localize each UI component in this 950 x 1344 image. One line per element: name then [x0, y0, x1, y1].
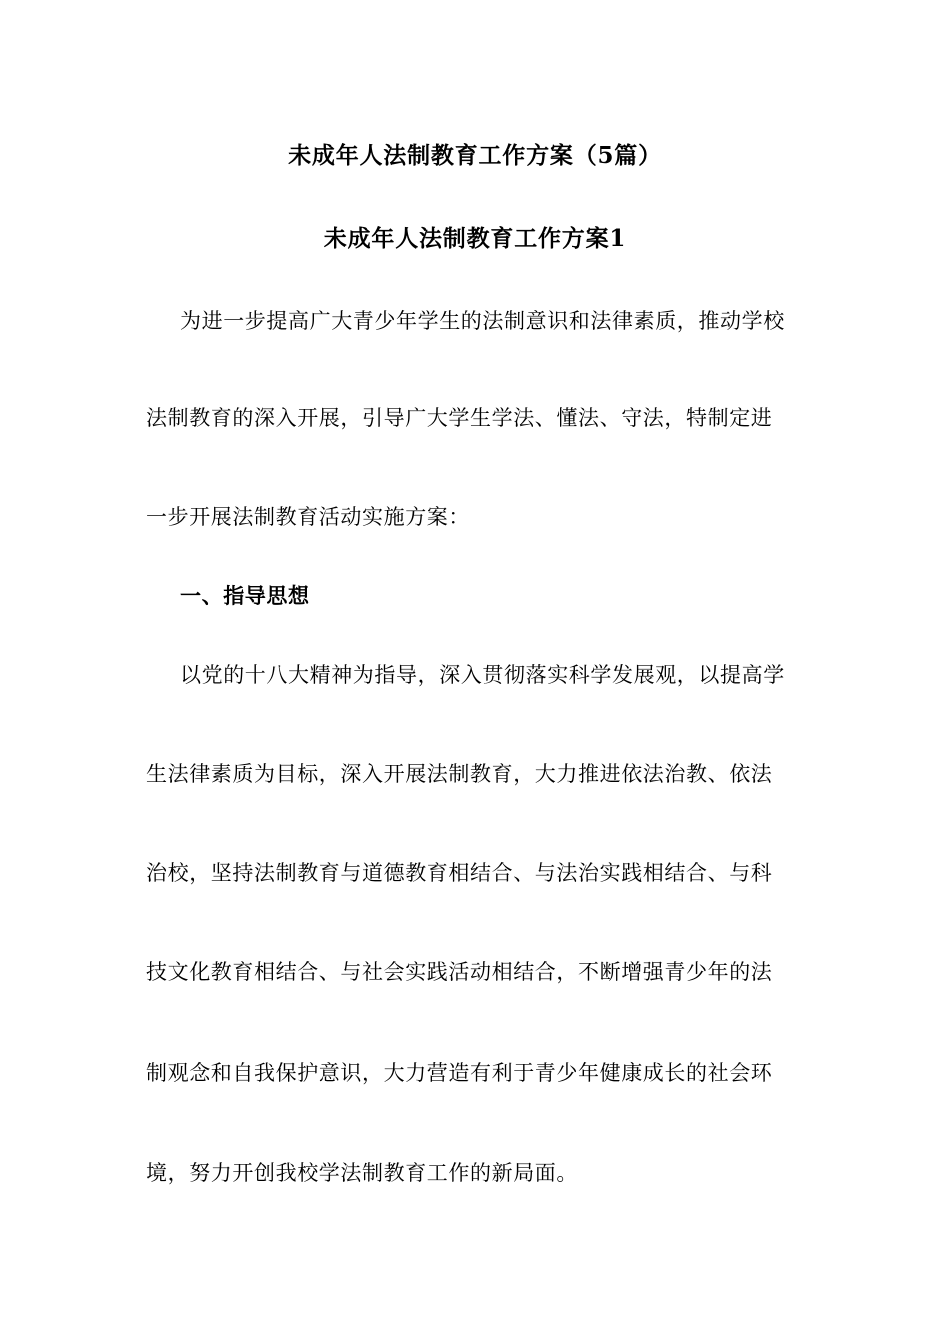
paragraph-line: 一步开展法制教育活动实施方案：: [146, 505, 470, 529]
paragraph-line: 生法律素质为目标，深入开展法制教育，大力推进依法治教、依法: [146, 762, 773, 786]
section-heading: 一、指导思想: [180, 583, 310, 608]
paragraph-line: 境，努力开创我校学法制教育工作的新局面。: [146, 1161, 578, 1185]
document-title: 未成年人法制教育工作方案（5篇）: [288, 142, 662, 169]
document-subtitle: 未成年人法制教育工作方案1: [323, 225, 627, 252]
paragraph-line: 法制教育的深入开展，引导广大学生学法、懂法、守法，特制定进: [146, 406, 773, 430]
paragraph-line: 以党的十八大精神为指导，深入贯彻落实科学发展观，以提高学: [180, 663, 785, 687]
paragraph-line: 技文化教育相结合、与社会实践活动相结合，不断增强青少年的法: [146, 960, 773, 984]
paragraph-line: 为进一步提高广大青少年学生的法制意识和法律素质，推动学校: [180, 309, 785, 333]
paragraph-line: 治校，坚持法制教育与道德教育相结合、与法治实践相结合、与科: [146, 861, 773, 885]
paragraph-line: 制观念和自我保护意识，大力营造有利于青少年健康成长的社会环: [146, 1061, 773, 1085]
